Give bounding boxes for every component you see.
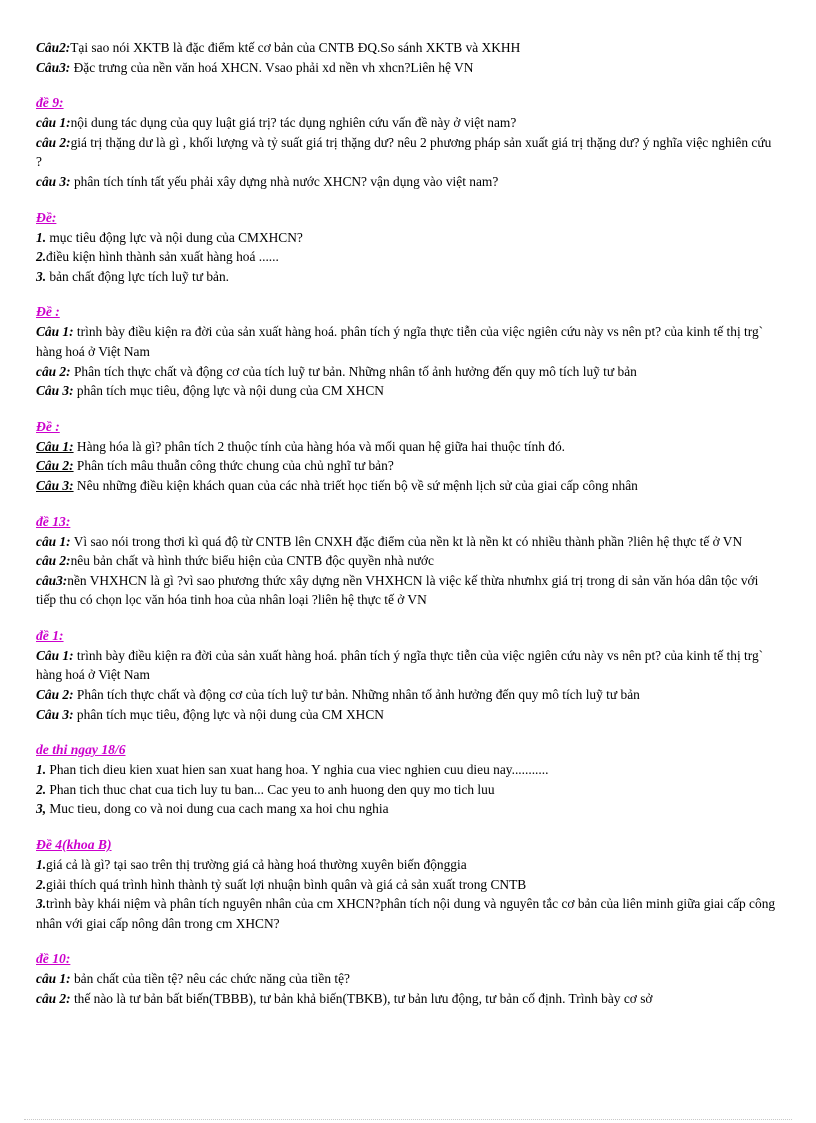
exam-section bbox=[36, 417, 780, 496]
question-text: nội dung tác dụng của quy luật giá trị? tác dụng nghiên cứu vấn đề này ở việt nam? bbox=[70, 115, 517, 131]
document-page bbox=[36, 38, 780, 1009]
question-text: trình bày điều kiện ra đời của sản xuất hàng hoá. phân tích ý ngĩa thực tiễn của việc ngiên cứu này vs nên pt? của kinh tế thị trg` hàng hoá ở Việt Nam bbox=[36, 647, 764, 683]
question-text: thế nào là tư bản bất biến(TBBB), tư bản khả biến(TBKB), tư bản lưu động, tư bản cố định. Trình bày cơ sở bbox=[70, 991, 653, 1006]
question-text: giá cả là gì? tại sao trên thị trường giá cả hàng hoá thường xuyên biến độnggia bbox=[46, 857, 467, 873]
question-label: câu 2: bbox=[36, 991, 71, 1006]
question-line bbox=[36, 532, 780, 552]
question-label: câu 2: bbox=[36, 553, 71, 569]
question-line bbox=[36, 760, 780, 780]
section-heading: đề 10: bbox=[36, 951, 71, 967]
question-line bbox=[36, 551, 780, 571]
question-line bbox=[36, 456, 780, 476]
question-line bbox=[36, 362, 780, 382]
question-text: Đặc trưng của nền văn hoá XHCN. Vsao phải xd nền vh xhcn?Liên hệ VN bbox=[70, 59, 474, 75]
question-line bbox=[36, 875, 780, 895]
question-label: 2. bbox=[36, 781, 47, 797]
question-line bbox=[36, 646, 780, 685]
question-label: Câu 2: bbox=[36, 458, 74, 474]
question-label: câu 2: bbox=[36, 363, 71, 379]
exam-section bbox=[36, 208, 780, 287]
question-label: 1. bbox=[36, 762, 47, 778]
exam-section bbox=[36, 740, 780, 819]
question-line bbox=[36, 989, 780, 1009]
section-heading: Đề : bbox=[36, 304, 60, 320]
question-label: 1. bbox=[36, 229, 47, 245]
question-line bbox=[36, 228, 780, 248]
question-text: giải thích quá trình hình thành tỷ suất lợi nhuận bình quân và giá cả sản xuất trong CNTB bbox=[46, 876, 527, 892]
question-label: câu 1: bbox=[36, 533, 71, 549]
question-label: Câu 1: bbox=[36, 324, 74, 340]
exam-section bbox=[36, 93, 780, 191]
question-line bbox=[36, 381, 780, 401]
exam-section bbox=[36, 626, 780, 724]
question-text: Phan tich thuc chat cua tich luy tu ban... Cac yeu to anh huong den quy mo tich luu bbox=[46, 781, 495, 797]
question-text: trình bày điều kiện ra đời của sản xuất hàng hoá. phân tích ý ngĩa thực tiễn của việc ngiên cứu này vs nên pt? của kinh tế thị trg` hàng hoá ở Việt Nam bbox=[36, 324, 764, 359]
question-label: Câu 3: bbox=[36, 477, 74, 493]
question-line bbox=[36, 437, 780, 457]
question-text: nền VHXHCN là gì ?vì sao phương thức xây dựng nền VHXHCN là việc kế thừa nhưnhx giá trị trong di sản văn hóa dân tộc với tiếp thu có chọn lọc văn hóa tinh hoa của nhân loại ?liên hệ thực tế ở VN bbox=[36, 572, 759, 608]
question-text: điều kiện hình thành sản xuất hàng hoá ...... bbox=[46, 249, 279, 265]
question-label: Câu 1: bbox=[36, 647, 74, 663]
question-line bbox=[36, 571, 780, 610]
section-heading: đề 13: bbox=[36, 513, 71, 529]
question-label: câu 3: bbox=[36, 173, 71, 189]
section-heading: đề 1: bbox=[36, 627, 64, 643]
exam-section bbox=[36, 302, 780, 400]
question-label: câu 2: bbox=[36, 134, 71, 150]
question-label: câu 1: bbox=[36, 971, 71, 987]
question-label: Câu 3: bbox=[36, 383, 74, 399]
exam-section bbox=[36, 512, 780, 610]
question-line bbox=[36, 38, 780, 58]
question-text: Phân tích thực chất và động cơ của tích luỹ tư bản. Những nhân tố ảnh hưởng đến quy mô tích luỹ tư bản bbox=[73, 687, 640, 703]
question-line bbox=[36, 172, 780, 192]
question-line bbox=[36, 855, 780, 875]
section-heading: Đề : bbox=[36, 418, 60, 434]
question-label: Câu3: bbox=[36, 59, 71, 75]
question-text: phân tích mục tiêu, động lực và nội dung của CM XHCN bbox=[73, 383, 384, 399]
question-label: câu 1: bbox=[36, 115, 71, 131]
question-label: 3. bbox=[36, 268, 47, 284]
question-line bbox=[36, 476, 780, 496]
question-label: 3, bbox=[36, 801, 47, 817]
question-text: Phân tích mâu thuẫn công thức chung của chủ nghĩ tư bản? bbox=[73, 458, 394, 474]
question-label: 1. bbox=[36, 857, 47, 873]
exam-section bbox=[36, 949, 780, 1008]
question-text: trình bày khái niệm và phân tích nguyên nhân của cm XHCN?phân tích nội dung và nguyên tắc cơ bản của liên minh giữa giai cấp công nhân với giai cấp nông dân trong cm XHCN? bbox=[36, 896, 776, 931]
question-label: 2. bbox=[36, 249, 47, 265]
question-text: Phan tich dieu kien xuat hien san xuat hang hoa. Y nghia cua viec nghien cuu dieu nay........... bbox=[46, 762, 549, 778]
section-heading: đề 9: bbox=[36, 95, 64, 111]
question-text: phân tích tính tất yếu phải xây dựng nhà nước XHCN? vận dụng vào việt nam? bbox=[70, 173, 499, 189]
section-heading: Đề: bbox=[36, 209, 57, 225]
question-label: Câu2: bbox=[36, 40, 71, 55]
question-text: Vì sao nói trong thơi kì quá độ từ CNTB lên CNXH đặc điểm của nền kt là nền kt có nhiều thành phần ?liên hệ thực tế ở VN bbox=[70, 533, 743, 549]
page-bottom-divider bbox=[24, 1119, 792, 1120]
question-text: mục tiêu động lực và nội dung của CMXHCN? bbox=[46, 229, 303, 245]
section-heading: de thi ngay 18/6 bbox=[36, 742, 126, 758]
question-label: Câu 1: bbox=[36, 438, 74, 454]
question-line bbox=[36, 133, 780, 172]
question-text: giá trị thặng dư là gì , khối lượng và tỷ suất giá trị thặng dư? nêu 2 phương pháp sản xuất giá trị thặng dư? ý nghĩa việc nghiên cứu ? bbox=[36, 134, 772, 170]
question-line bbox=[36, 799, 780, 819]
question-line bbox=[36, 780, 780, 800]
exam-section bbox=[36, 38, 780, 77]
question-line bbox=[36, 322, 780, 361]
question-text: bản chất động lực tích luỹ tư bản. bbox=[46, 268, 230, 284]
question-label: Câu 2: bbox=[36, 687, 74, 703]
question-text: Tại sao nói XKTB là đặc điểm ktế cơ bản của CNTB ĐQ.So sánh XKTB và XKHH bbox=[70, 40, 521, 55]
question-text: nêu bản chất và hình thức biểu hiện của CNTB độc quyền nhà nước bbox=[70, 553, 434, 569]
question-text: bản chất của tiền tệ? nêu các chức năng của tiền tệ? bbox=[70, 971, 350, 987]
question-label: 2. bbox=[36, 876, 47, 892]
question-line bbox=[36, 705, 780, 725]
question-label: câu3: bbox=[36, 572, 68, 588]
question-line bbox=[36, 894, 780, 933]
question-text: Muc tieu, dong co và noi dung cua cach mang xa hoi chu nghia bbox=[46, 801, 389, 817]
question-label: 3. bbox=[36, 896, 47, 912]
section-heading: Đề 4(khoa B) bbox=[36, 837, 112, 853]
question-line bbox=[36, 247, 780, 267]
question-text: phân tích mục tiêu, động lực và nội dung của CM XHCN bbox=[73, 706, 384, 722]
question-text: Hàng hóa là gì? phân tích 2 thuộc tính của hàng hóa và mối quan hệ giữa hai thuộc tính đó. bbox=[73, 438, 566, 454]
question-line bbox=[36, 685, 780, 705]
question-line bbox=[36, 58, 780, 78]
question-label: Câu 3: bbox=[36, 706, 74, 722]
exam-section bbox=[36, 835, 780, 933]
question-line bbox=[36, 969, 780, 989]
question-text: Phân tích thực chất và động cơ của tích luỹ tư bản. Những nhân tố ảnh hưởng đến quy mô tích luỹ tư bản bbox=[70, 363, 637, 379]
question-line bbox=[36, 267, 780, 287]
question-text: Nêu những điều kiện khách quan của các nhà triết học tiến bộ về sứ mệnh lịch sử của giai cấp công nhân bbox=[73, 477, 638, 493]
question-line bbox=[36, 113, 780, 133]
